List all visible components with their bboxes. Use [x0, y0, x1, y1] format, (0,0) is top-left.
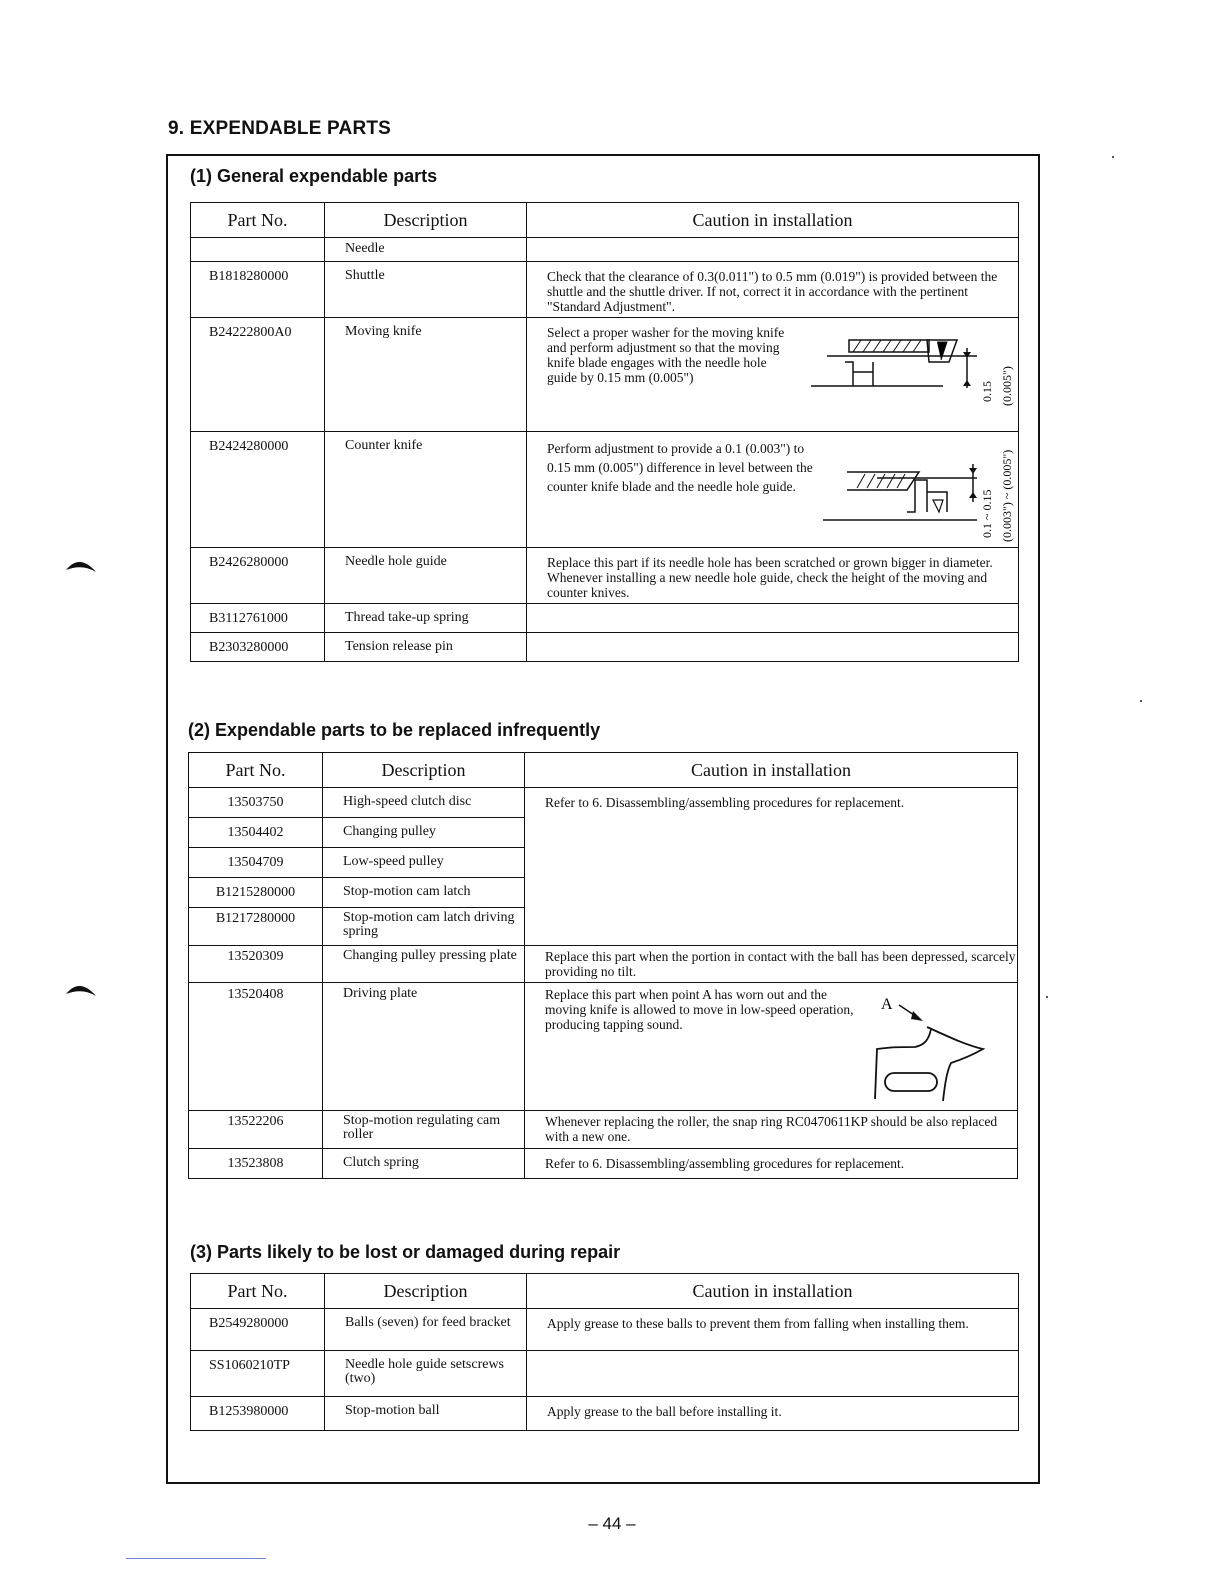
table-row [189, 1111, 1018, 1149]
caution: Select a proper washer for the moving knife and perform adjustment so that the moving knife blade engages with the needle hole guide by 0.15 mm (0.005") 0.15 (0.005") [527, 318, 1019, 432]
caution: Replace this part when point A has worn out and the moving knife is allowed to move in low-speed operation, producing tapping sound. A [525, 983, 1018, 1111]
part-no: B1818280000 [191, 262, 325, 318]
header-description: Description [325, 203, 527, 238]
moving-knife-diagram [787, 332, 1019, 412]
caution: Check that the clearance of 0.3(0.011") to 0.5 mm (0.019") is provided between the shuttle and the shuttle driver. If not, correct it in accordance with the pertinent "Standard Adjustment". [527, 262, 1019, 318]
header-part-no: Part No. [191, 203, 325, 238]
description: Thread take-up spring [325, 604, 527, 633]
description: Changing pulley [323, 818, 525, 848]
binder-hole-mark-icon [64, 980, 100, 1000]
header-description: Description [325, 1274, 527, 1309]
part-no: B1215280000 [189, 878, 323, 908]
part-no: 13523808 [189, 1149, 323, 1179]
caution: Apply grease to these balls to prevent them from falling when installing them. [527, 1309, 1019, 1351]
caution: Replace this part if its needle hole has been scratched or grown bigger in diameter. Whenever installing a new needle hole guide, check the height of the moving and counter knives. [527, 548, 1019, 604]
counter-knife-dim-in: (0.003") ~ (0.005") [1000, 449, 1014, 542]
part-no: B2549280000 [191, 1309, 325, 1351]
section2-table [188, 752, 1018, 1179]
part-no: B2426280000 [191, 548, 325, 604]
part-no: 13504402 [189, 818, 323, 848]
description: Stop-motion regulating cam roller [323, 1111, 525, 1149]
description: Counter knife [325, 432, 527, 548]
table-row [189, 946, 1018, 983]
caution: Apply grease to the ball before installing it. [527, 1397, 1019, 1431]
table-row [189, 788, 1018, 818]
description: Stop-motion ball [325, 1397, 527, 1431]
section3-table [190, 1273, 1019, 1431]
description: Needle [325, 238, 527, 262]
caution [527, 1351, 1019, 1397]
description: Stop-motion cam latch [323, 878, 525, 908]
description: Driving plate [323, 983, 525, 1111]
caution [527, 604, 1019, 633]
description: Changing pulley pressing plate [323, 946, 525, 983]
moving-knife-dim-mm: 0.15 [980, 381, 994, 402]
caution: Whenever replacing the roller, the snap ring RC0470611KP should be also replaced with a new one. [525, 1111, 1018, 1149]
description: Needle hole guide setscrews (two) [325, 1351, 527, 1397]
section1-title: (1) General expendable parts [190, 166, 438, 186]
scan-speck [1140, 700, 1142, 702]
point-a-label: A [881, 996, 893, 1013]
table-row [191, 238, 1019, 262]
counter-knife-dim-mm: 0.1 ~ 0.15 [980, 489, 994, 538]
section3-title: (3) Parts likely to be lost or damaged during repair [190, 1242, 621, 1262]
divider-line [126, 1558, 266, 1559]
header-description: Description [323, 753, 525, 788]
section2-title: (2) Expendable parts to be replaced infrequently [188, 720, 601, 740]
part-no: B3112761000 [191, 604, 325, 633]
table-row [191, 432, 1019, 548]
moving-knife-dim-in: (0.005") [1000, 366, 1014, 406]
part-no [191, 238, 325, 262]
driving-plate-diagram [865, 987, 995, 1105]
part-no: 13522206 [189, 1111, 323, 1149]
description: Low-speed pulley [323, 848, 525, 878]
description: Clutch spring [323, 1149, 525, 1179]
part-no: 13504709 [189, 848, 323, 878]
table-row [191, 604, 1019, 633]
part-no: B24222800A0 [191, 318, 325, 432]
page-title: 9. EXPENDABLE PARTS [168, 118, 392, 139]
part-no: B2303280000 [191, 633, 325, 662]
scan-speck [1046, 996, 1048, 998]
part-no: B1253980000 [191, 1397, 325, 1431]
part-no: B2424280000 [191, 432, 325, 548]
description: High-speed clutch disc [323, 788, 525, 818]
part-no: 13503750 [189, 788, 323, 818]
description: Needle hole guide [325, 548, 527, 604]
table-row [191, 548, 1019, 604]
description: Moving knife [325, 318, 527, 432]
header-caution: Caution in installation [527, 1274, 1019, 1309]
table-row [189, 983, 1018, 1111]
section1-table [190, 202, 1019, 662]
caution: Perform adjustment to provide a 0.1 (0.003") to 0.15 mm (0.005") difference in level between the counter knife blade and the needle hole guide. 0.1 ~ 0.15 (0.003") ~ (0.005") [527, 432, 1019, 548]
scan-speck [1112, 156, 1114, 158]
counter-knife-diagram [787, 442, 1019, 542]
part-no: SS1060210TP [191, 1351, 325, 1397]
table-row [191, 1351, 1019, 1397]
caution [527, 633, 1019, 662]
table-row [191, 318, 1019, 432]
binder-hole-mark-icon [64, 556, 100, 576]
description: Shuttle [325, 262, 527, 318]
caution: Replace this part when the portion in contact with the ball has been depressed, scarcely providing no tilt. [525, 946, 1018, 983]
description: Balls (seven) for feed bracket [325, 1309, 527, 1351]
header-caution: Caution in installation [525, 753, 1018, 788]
part-no: B1217280000 [189, 908, 323, 946]
part-no: 13520408 [189, 983, 323, 1111]
page-number: – 44 – [588, 1514, 636, 1533]
table-row [191, 1309, 1019, 1351]
caution: Refer to 6. Disassembling/assembling grocedures for replacement. [525, 1149, 1018, 1179]
caution [527, 238, 1019, 262]
header-part-no: Part No. [189, 753, 323, 788]
caution-group: Refer to 6. Disassembling/assembling procedures for replacement. [525, 788, 1018, 946]
part-no: 13520309 [189, 946, 323, 983]
table-row [191, 262, 1019, 318]
description: Stop-motion cam latch driving spring [323, 908, 525, 946]
table-row [189, 1149, 1018, 1179]
table-row [191, 633, 1019, 662]
header-caution: Caution in installation [527, 203, 1019, 238]
table-row [191, 1397, 1019, 1431]
description: Tension release pin [325, 633, 527, 662]
header-part-no: Part No. [191, 1274, 325, 1309]
